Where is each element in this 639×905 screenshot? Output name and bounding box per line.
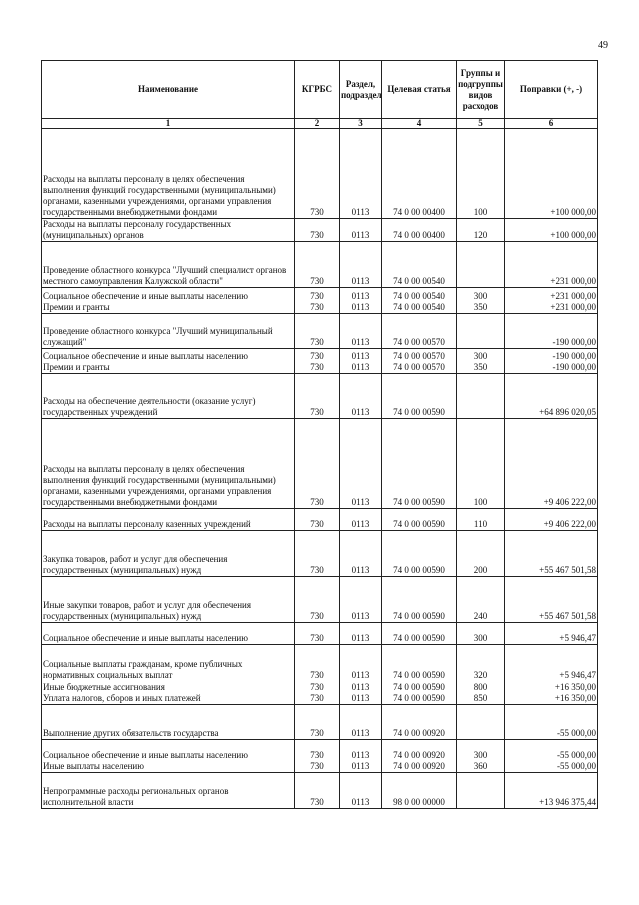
cell-target: 74 0 00 00590 xyxy=(382,645,457,681)
cell-kgrbs: 730 xyxy=(295,302,340,314)
cell-kgrbs: 730 xyxy=(295,761,340,773)
cell-razdel: 0113 xyxy=(340,773,382,809)
cell-kgrbs: 730 xyxy=(295,693,340,705)
cell-name: Проведение областного конкурса "Лучший специалист органов местного самоуправления Калужской области" xyxy=(42,242,295,288)
table-row xyxy=(42,348,598,362)
cell-razdel: 0113 xyxy=(340,509,382,531)
cell-amount: -55 000,00 xyxy=(505,704,598,739)
cell-name: Иные закупки товаров, работ и услуг для обеспечения государственных (муниципальных) нужд xyxy=(42,577,295,623)
table-row xyxy=(42,509,598,531)
cell-razdel: 0113 xyxy=(340,288,382,302)
cell-target: 74 0 00 00570 xyxy=(382,362,457,374)
cell-target: 74 0 00 00570 xyxy=(382,348,457,362)
cell-razdel: 0113 xyxy=(340,761,382,773)
cell-razdel: 0113 xyxy=(340,623,382,645)
cell-kgrbs: 730 xyxy=(295,313,340,348)
cell-kgrbs: 730 xyxy=(295,623,340,645)
cell-target: 74 0 00 00590 xyxy=(382,623,457,645)
column-number: 2 xyxy=(295,119,340,129)
table-row xyxy=(42,693,598,705)
column-number: 6 xyxy=(505,119,598,129)
cell-amount: +9 406 222,00 xyxy=(505,509,598,531)
table-row xyxy=(42,739,598,761)
column-number: 3 xyxy=(340,119,382,129)
column-number: 4 xyxy=(382,119,457,129)
cell-razdel: 0113 xyxy=(340,242,382,288)
column-number: 5 xyxy=(457,119,505,129)
table-row xyxy=(42,242,598,288)
cell-kgrbs: 730 xyxy=(295,129,340,219)
cell-group: 350 xyxy=(457,302,505,314)
cell-name: Выполнение других обязательств государства xyxy=(42,704,295,739)
cell-name: Премии и гранты xyxy=(42,302,295,314)
cell-group: 300 xyxy=(457,739,505,761)
cell-group: 200 xyxy=(457,531,505,577)
cell-amount: +231 000,00 xyxy=(505,288,598,302)
cell-razdel: 0113 xyxy=(340,219,382,242)
cell-name: Проведение областного конкурса "Лучший муниципальный служащий" xyxy=(42,313,295,348)
cell-target: 74 0 00 00590 xyxy=(382,509,457,531)
cell-target: 74 0 00 00920 xyxy=(382,739,457,761)
cell-group: 300 xyxy=(457,288,505,302)
cell-razdel: 0113 xyxy=(340,681,382,693)
cell-amount: +13 946 375,44 xyxy=(505,773,598,809)
cell-amount: -190 000,00 xyxy=(505,313,598,348)
cell-name: Социальное обеспечение и иные выплаты населению xyxy=(42,739,295,761)
cell-amount: +100 000,00 xyxy=(505,219,598,242)
table-row xyxy=(42,419,598,509)
cell-group: 240 xyxy=(457,577,505,623)
table-row xyxy=(42,681,598,693)
column-number: 1 xyxy=(42,119,295,129)
table-row xyxy=(42,288,598,302)
cell-kgrbs: 730 xyxy=(295,773,340,809)
cell-amount: -55 000,00 xyxy=(505,739,598,761)
cell-group: 800 xyxy=(457,681,505,693)
cell-target: 74 0 00 00920 xyxy=(382,704,457,739)
cell-name: Расходы на выплаты персоналу в целях обеспечения выполнения функций государственными (муниципальными) органами, казенными учреждениями, органами управления государственными внебюджетными фондами xyxy=(42,129,295,219)
cell-target: 74 0 00 00590 xyxy=(382,693,457,705)
cell-group xyxy=(457,242,505,288)
cell-target: 74 0 00 00540 xyxy=(382,302,457,314)
cell-kgrbs: 730 xyxy=(295,288,340,302)
cell-target: 74 0 00 00590 xyxy=(382,531,457,577)
cell-kgrbs: 730 xyxy=(295,704,340,739)
cell-group xyxy=(457,704,505,739)
cell-kgrbs: 730 xyxy=(295,362,340,374)
cell-amount: +231 000,00 xyxy=(505,242,598,288)
cell-group: 110 xyxy=(457,509,505,531)
cell-razdel: 0113 xyxy=(340,302,382,314)
cell-razdel: 0113 xyxy=(340,362,382,374)
cell-amount: +5 946,47 xyxy=(505,623,598,645)
cell-name: Непрограммные расходы региональных органов исполнительной власти xyxy=(42,773,295,809)
cell-group: 300 xyxy=(457,348,505,362)
cell-amount: +100 000,00 xyxy=(505,129,598,219)
cell-kgrbs: 730 xyxy=(295,681,340,693)
cell-name: Социальное обеспечение и иные выплаты населению xyxy=(42,348,295,362)
cell-razdel: 0113 xyxy=(340,645,382,681)
header-razdel: Раздел, подраздел xyxy=(340,61,382,119)
table-row xyxy=(42,129,598,219)
table-row xyxy=(42,362,598,374)
cell-group: 120 xyxy=(457,219,505,242)
cell-razdel: 0113 xyxy=(340,704,382,739)
table-row xyxy=(42,531,598,577)
cell-kgrbs: 730 xyxy=(295,219,340,242)
cell-target: 74 0 00 00570 xyxy=(382,313,457,348)
cell-kgrbs: 730 xyxy=(295,577,340,623)
cell-group: 320 xyxy=(457,645,505,681)
cell-target: 74 0 00 00920 xyxy=(382,761,457,773)
cell-target: 74 0 00 00590 xyxy=(382,577,457,623)
cell-name: Расходы на выплаты персоналу казенных учреждений xyxy=(42,509,295,531)
table-row xyxy=(42,645,598,681)
cell-name: Расходы на выплаты персоналу в целях обеспечения выполнения функций государственными (муниципальными) органами, казенными учреждениями, органами управления государственными внебюджетными фондами xyxy=(42,419,295,509)
cell-group xyxy=(457,773,505,809)
cell-target: 74 0 00 00540 xyxy=(382,288,457,302)
cell-target: 74 0 00 00590 xyxy=(382,374,457,419)
table-row xyxy=(42,704,598,739)
cell-razdel: 0113 xyxy=(340,348,382,362)
cell-kgrbs: 730 xyxy=(295,348,340,362)
cell-target: 74 0 00 00540 xyxy=(382,242,457,288)
cell-razdel: 0113 xyxy=(340,531,382,577)
header-name: Наименование xyxy=(42,61,295,119)
cell-razdel: 0113 xyxy=(340,693,382,705)
cell-name: Иные выплаты населению xyxy=(42,761,295,773)
cell-amount: +5 946,47 xyxy=(505,645,598,681)
cell-amount: +64 896 020,05 xyxy=(505,374,598,419)
cell-kgrbs: 730 xyxy=(295,419,340,509)
table-row xyxy=(42,313,598,348)
table-row xyxy=(42,219,598,242)
cell-amount: -55 000,00 xyxy=(505,761,598,773)
table-row xyxy=(42,577,598,623)
table-row xyxy=(42,623,598,645)
cell-name: Расходы на обеспечение деятельности (оказание услуг) государственных учреждений xyxy=(42,374,295,419)
cell-name: Уплата налогов, сборов и иных платежей xyxy=(42,693,295,705)
cell-group: 850 xyxy=(457,693,505,705)
page-number: 49 xyxy=(598,40,608,51)
cell-group: 300 xyxy=(457,623,505,645)
cell-kgrbs: 730 xyxy=(295,531,340,577)
cell-razdel: 0113 xyxy=(340,739,382,761)
cell-group: 350 xyxy=(457,362,505,374)
table-row xyxy=(42,773,598,809)
cell-amount: -190 000,00 xyxy=(505,362,598,374)
table-row xyxy=(42,302,598,314)
cell-amount: +16 350,00 xyxy=(505,681,598,693)
header-target: Целевая статья xyxy=(382,61,457,119)
cell-name: Иные бюджетные ассигнования xyxy=(42,681,295,693)
cell-razdel: 0113 xyxy=(340,374,382,419)
header-groups: Группы и подгруппы видов расходов xyxy=(457,61,505,119)
cell-razdel: 0113 xyxy=(340,313,382,348)
cell-group: 100 xyxy=(457,129,505,219)
cell-target: 98 0 00 00000 xyxy=(382,773,457,809)
cell-amount: +55 467 501,58 xyxy=(505,531,598,577)
cell-amount: +231 000,00 xyxy=(505,302,598,314)
cell-razdel: 0113 xyxy=(340,577,382,623)
cell-name: Расходы на выплаты персоналу государственных (муниципальных) органов xyxy=(42,219,295,242)
cell-kgrbs: 730 xyxy=(295,242,340,288)
header-amount: Поправки (+, -) xyxy=(505,61,598,119)
cell-razdel: 0113 xyxy=(340,129,382,219)
table-row xyxy=(42,374,598,419)
cell-name: Социальное обеспечение и иные выплаты населению xyxy=(42,288,295,302)
cell-kgrbs: 730 xyxy=(295,509,340,531)
cell-target: 74 0 00 00400 xyxy=(382,219,457,242)
cell-kgrbs: 730 xyxy=(295,739,340,761)
cell-group: 360 xyxy=(457,761,505,773)
cell-group xyxy=(457,313,505,348)
table-row xyxy=(42,761,598,773)
cell-name: Премии и гранты xyxy=(42,362,295,374)
cell-amount: -190 000,00 xyxy=(505,348,598,362)
budget-amendments-table xyxy=(41,60,598,809)
cell-group: 100 xyxy=(457,419,505,509)
cell-target: 74 0 00 00590 xyxy=(382,681,457,693)
cell-kgrbs: 730 xyxy=(295,645,340,681)
cell-kgrbs: 730 xyxy=(295,374,340,419)
cell-razdel: 0113 xyxy=(340,419,382,509)
cell-amount: +16 350,00 xyxy=(505,693,598,705)
cell-amount: +55 467 501,58 xyxy=(505,577,598,623)
header-kgrbs: КГРБС xyxy=(295,61,340,119)
cell-name: Социальное обеспечение и иные выплаты населению xyxy=(42,623,295,645)
cell-name: Закупка товаров, работ и услуг для обеспечения государственных (муниципальных) нужд xyxy=(42,531,295,577)
cell-target: 74 0 00 00400 xyxy=(382,129,457,219)
cell-group xyxy=(457,374,505,419)
cell-target: 74 0 00 00590 xyxy=(382,419,457,509)
cell-name: Социальные выплаты гражданам, кроме публичных нормативных социальных выплат xyxy=(42,645,295,681)
cell-amount: +9 406 222,00 xyxy=(505,419,598,509)
